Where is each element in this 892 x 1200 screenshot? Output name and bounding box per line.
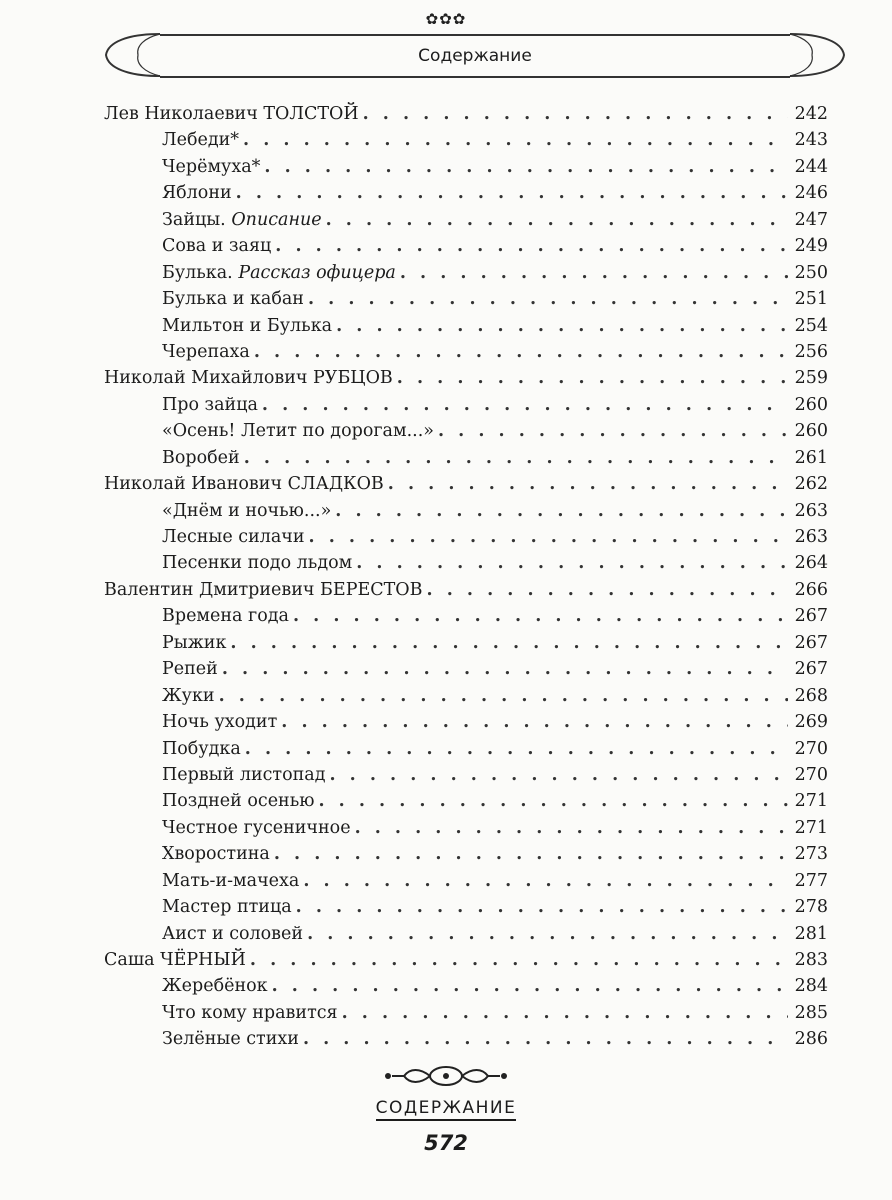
dot-leader [309,524,788,550]
toc-work-entry [104,233,828,259]
toc-page-number: 270 [794,764,828,785]
toc-page-number: 260 [794,394,828,415]
header-frame [160,34,790,78]
dot-leader [219,683,788,709]
toc-entry-title-text: Песенки подо льдом [162,553,353,574]
toc-author-entry [104,471,828,497]
toc-entry-title-text: Первый листопад [162,764,326,785]
toc-entry-title-text: Яблони [162,183,232,204]
toc-author-entry [104,365,828,391]
toc-entry-title [162,154,264,180]
toc-entry-title [162,868,303,894]
toc-work-entry [104,973,828,999]
toc-entry-title [162,524,309,550]
dot-leader [274,841,788,867]
toc-entry-title-text: Побудка [162,738,241,759]
dot-leader [400,260,788,286]
toc-page-number: 254 [794,315,828,336]
dot-leader [236,180,788,206]
toc-entry-title [162,894,296,920]
toc-entry-title-text: Лев Николаевич ТОЛСТОЙ [104,104,359,124]
toc-page-number: 273 [794,844,828,865]
toc-page-number: 247 [794,209,828,230]
header-ornament: ✿✿✿ [425,10,467,28]
toc-entry-title [104,471,388,497]
toc-page-number: 264 [794,553,828,574]
toc-entry-title [162,180,236,206]
dot-leader [308,286,788,312]
toc-author-entry [104,577,828,603]
toc-entry-title [162,1026,303,1052]
toc-page-number: 259 [794,368,828,389]
toc-entry-title [162,418,438,444]
toc-entry-title-text: Булька и кабан [162,289,304,310]
toc-work-entry [104,550,828,576]
toc-work-entry [104,762,828,788]
dot-leader [342,1000,788,1026]
dot-leader [427,577,788,603]
bottom-ornament [0,1064,892,1088]
toc-page-number: 250 [794,262,828,283]
dot-leader [281,709,788,735]
toc-entry-title [104,947,250,973]
toc-entry-title-text: Жеребёнок [162,976,268,997]
dot-leader [388,471,788,497]
dot-leader [243,127,788,153]
toc-entry-title [162,921,307,947]
toc-entry-title [162,498,335,524]
toc-entry-title-text: Мать-и-мачеха [162,870,300,891]
toc-work-entry [104,868,828,894]
toc-work-entry [104,630,828,656]
toc-page-number: 244 [794,156,828,177]
toc-entry-title-text: Честное гусеничное [162,817,351,838]
dot-leader [244,445,788,471]
dot-leader [262,392,788,418]
toc-page-number: 266 [794,579,828,600]
toc-entry-title [162,973,272,999]
toc-entry-title-text: «Днём и ночью...» [162,500,332,521]
table-of-contents [104,101,828,1053]
toc-entry-title [162,392,262,418]
toc-entry-title-text: Зелёные стихи [162,1029,299,1050]
running-footer-title [0,1098,892,1118]
toc-work-entry [104,180,828,206]
dot-leader [272,973,788,999]
dot-leader [250,947,788,973]
toc-page-number: 271 [794,791,828,812]
toc-entry-title [162,630,230,656]
toc-work-entry [104,815,828,841]
toc-entry-title-text: Черёмуха* [162,156,261,177]
toc-entry-title-text: Про зайца [162,394,258,415]
toc-page-number: 263 [794,527,828,547]
toc-entry-title-text: Мильтон и Булька [162,315,333,336]
toc-entry-subtitle: Рассказ офицера [238,262,396,283]
dot-leader [254,339,788,365]
toc-entry-title-text: Николай Иванович СЛАДКОВ [104,474,384,495]
toc-entry-title [162,1000,342,1026]
toc-work-entry [104,127,828,153]
dot-leader [363,101,788,127]
toc-entry-title [162,788,318,814]
toc-page-number: 278 [794,897,828,918]
toc-page-number: 269 [794,712,828,733]
toc-entry-title [162,841,274,867]
toc-entry-title [162,709,281,735]
toc-work-entry [104,683,828,709]
toc-work-entry [104,418,828,444]
toc-entry-title-text: Булька. [162,262,233,283]
toc-page-number: 261 [794,447,828,468]
toc-entry-title-text: Лебеди* [162,130,240,151]
toc-entry-title [162,445,244,471]
toc-entry-subtitle: Описание [231,209,322,230]
toc-entry-title-text: Что кому нравится [162,1002,338,1023]
toc-entry-title-text: Ночь уходит [162,712,278,733]
toc-entry-title [104,577,427,603]
toc-entry-title-text: Времена года [162,606,289,627]
toc-entry-title-text: Мастер птица [162,897,292,918]
toc-page-number: 271 [794,817,828,838]
toc-entry-title-text: Черепаха [162,341,250,362]
toc-page-number: 270 [794,738,828,759]
toc-page-number: 262 [794,474,828,495]
toc-page-number: 267 [794,606,828,627]
toc-work-entry [104,286,828,312]
toc-entry-title-text: Сова и заяц [162,236,272,257]
toc-entry-title [104,101,363,127]
toc-entry-title [162,762,330,788]
toc-entry-title [162,286,308,312]
toc-page-number: 242 [794,104,828,124]
toc-page-number: 286 [794,1029,828,1050]
toc-work-entry [104,709,828,735]
toc-entry-title [162,815,355,841]
dot-leader [335,498,788,524]
dot-leader [355,815,788,841]
dot-leader [275,233,788,259]
dot-leader [336,313,788,339]
toc-work-entry [104,207,828,233]
dot-leader [326,207,788,233]
toc-page-number: 263 [794,500,828,521]
toc-page-number: 251 [794,289,828,310]
toc-entry-title-text: Лесные силачи [162,527,305,547]
toc-page-number: 260 [794,421,828,442]
toc-page-number: 243 [794,130,828,151]
toc-work-entry [104,392,828,418]
running-header-title: Содержание [418,46,532,66]
toc-work-entry [104,788,828,814]
toc-entry-title-text: Аист и соловей [162,923,304,944]
toc-entry-title [162,339,254,365]
toc-entry-title-text: Зайцы. [162,209,226,230]
toc-entry-title [162,207,326,233]
page-number: 572 [424,1131,468,1155]
toc-entry-title-text: Валентин Дмитриевич БЕРЕСТОВ [104,579,423,600]
toc-work-entry [104,841,828,867]
toc-entry-title-text: Саша ЧЁРНЫЙ [104,950,246,970]
toc-entry-title [162,127,243,153]
toc-work-entry [104,736,828,762]
header-right-flourish [772,32,852,78]
toc-work-entry [104,313,828,339]
footer-title-text: СОДЕРЖАНИЕ [376,1098,517,1121]
toc-entry-title-text: Воробей [162,447,240,468]
toc-work-entry [104,524,828,550]
toc-work-entry [104,1000,828,1026]
toc-work-entry [104,603,828,629]
dot-leader [245,736,788,762]
dot-leader [303,868,788,894]
toc-page-number: 285 [794,1002,828,1023]
dot-leader [293,603,788,629]
toc-work-entry [104,445,828,471]
toc-entry-title [162,736,245,762]
toc-entry-title-text: Хворостина [162,844,270,865]
toc-work-entry [104,498,828,524]
dot-leader [222,656,788,682]
toc-work-entry [104,260,828,286]
toc-page-number: 267 [794,659,828,680]
toc-work-entry [104,339,828,365]
dot-leader [307,921,788,947]
toc-entry-title-text: Поздней осенью [162,791,315,812]
toc-page-number: 277 [794,870,828,891]
dot-leader [264,154,788,180]
toc-work-entry [104,154,828,180]
toc-entry-title-text: Николай Михайлович РУБЦОВ [104,368,393,389]
toc-entry-title [162,683,219,709]
dot-leader [230,630,788,656]
toc-entry-title [162,550,356,576]
toc-page-number: 284 [794,976,828,997]
dot-leader [318,788,788,814]
toc-entry-title-text: Рыжик [162,632,227,653]
dot-leader [356,550,788,576]
dot-leader [303,1026,788,1052]
toc-entry-title-text: Репей [162,659,218,680]
toc-page-number: 283 [794,950,828,970]
dot-leader [330,762,789,788]
toc-entry-title-text: Жуки [162,685,215,706]
toc-author-entry [104,947,828,973]
toc-page-number: 267 [794,632,828,653]
toc-entry-title [162,603,293,629]
toc-author-entry [104,101,828,127]
dot-leader [397,365,788,391]
toc-entry-title [104,365,397,391]
toc-entry-title-text: «Осень! Летит по дорогам...» [162,421,434,442]
toc-entry-title [162,260,400,286]
toc-page-number: 246 [794,183,828,204]
toc-entry-title [162,233,275,259]
toc-work-entry [104,656,828,682]
dot-leader [438,418,788,444]
toc-page-number: 281 [794,923,828,944]
toc-page-number: 249 [794,236,828,257]
toc-entry-title [162,313,336,339]
toc-work-entry [104,1026,828,1052]
toc-page-number: 256 [794,341,828,362]
toc-work-entry [104,894,828,920]
dot-leader [296,894,788,920]
toc-work-entry [104,921,828,947]
toc-entry-title [162,656,222,682]
toc-page-number: 268 [794,685,828,706]
